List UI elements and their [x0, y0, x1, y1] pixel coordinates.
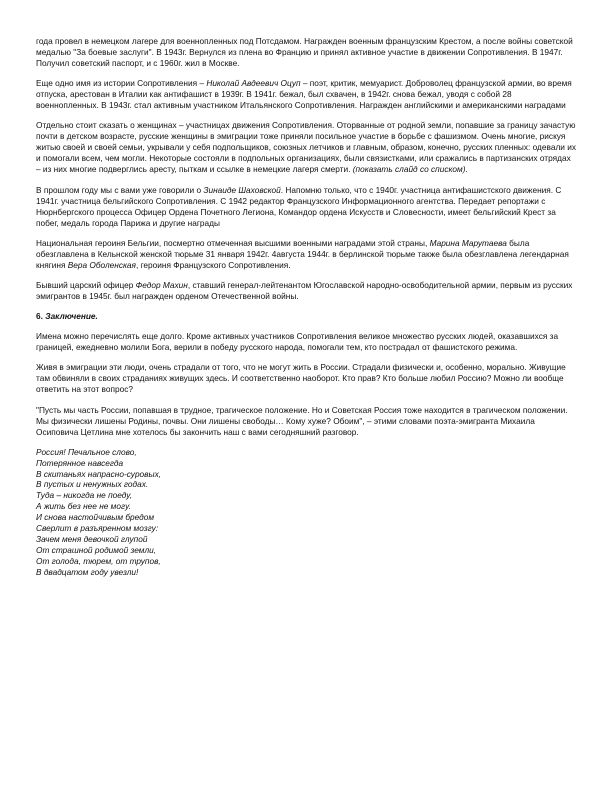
paragraph-text: года провел в немецком лагере для военнопленных под Потсдамом. Награжден военным французским Крестом, а после войны советской медалью "За боевые заслуги". В 1943г. Вернулся из плена во Францию и принял активное участие в движении Сопротивления. В 1947г. Получил советский паспорт, и с 1960г. жил в Москве.: [36, 36, 573, 68]
poem-line: Туда – никогда не поеду,: [36, 490, 133, 501]
paragraph-text: . Напомню только, что с 1940г. участница антифашистского движения. С 1941г. участница бельгийского Сопротивления. С 1942 редактор Французского Информационного агентства. Передает репортажи с Нюрнбергского процесса Офицер Ордена Почетного Легиона, Командор ордена Искусств и Словесности, имеет бельгийский Крест за побег, медаль города Парижа и другие награды: [36, 184, 562, 228]
poem-line: А жить без нее не могу.: [36, 501, 131, 512]
paragraph-p8: [36, 362, 576, 395]
poem-line: В пустых и ненужных годах.: [36, 479, 149, 490]
paragraph-text: Имена можно перечислять еще долго. Кроме активных участников Сопротивления великое множество русских людей, оказавшихся за границей, ежедневно молили Бога, верили в победу русского народа, помогали тем, кто пострадал от фашистского режима.: [36, 331, 559, 353]
paragraph-text: Бывший царский офицер: [36, 279, 136, 290]
body-text-after-heading: [36, 331, 576, 437]
paragraph-text: В прошлом году мы с вами уже говорили о: [36, 184, 204, 195]
paragraph-text: Отдельно стоит сказать о женщинах – участницах движения Сопротивления. Оторванные от родной земли, попавшие за границу зачастую почти в детском возрасте, русские женщины в эмиграции тоже приняли посильное участие в борьбе с фашизмом. Очень многие, рискуя житью своей и своей семьи, укрывали у себя подпольщиков, союзных летчиков и главным, образом, конечно, русских пленных: одевали их и помогали всем, чем могли. Некоторые состояли в подпольных организациях, были связистками, или сражались в партизанских отрядах – из них многие подверглись аресту, пыткам и ссылке в немецкие лагеря смерти.: [36, 120, 577, 175]
paragraph-p3: [36, 120, 576, 175]
poem-line: От страшной родимой земли,: [36, 544, 157, 555]
paragraph-text: Национальная героиня Бельгии, посмертно отмеченная высшими военными наградами этой страны,: [36, 237, 430, 248]
poem-line: От голода, тюрем, от трупов,: [36, 555, 161, 566]
poem-line: Потерянное навсегда: [36, 457, 124, 468]
emphasized-text: Федор Махин: [135, 279, 188, 290]
paragraph-text: "Пусть мы часть России, попавшая в трудное, трагическое положение. Но и Советская Россия тоже находится в трагическом положении. Мы физически лишены Родины, почвы. Они лишены свободы… Кому хуже? Обоим", – этими словами поэта-эмигранта Михаила Осиповича Цетлина мне хотелось бы закончить наш с вами сегодняшний разговор.: [36, 404, 568, 437]
paragraph-text: , ставший генерал-лейтенантом Югославской народно-освободительной армии, первым из русских эмигрантов в 1945г. был награжден орденом Отечественной войны.: [36, 279, 573, 301]
document-page: [36, 36, 576, 578]
poem-line: В двадцатом году увезли!: [36, 566, 139, 577]
emphasized-text: Николай Авдеевич Оцуп: [206, 78, 301, 89]
paragraph-text: была обезглавлена в Кельнской женской тюрьме 31 января 1942г. 4августа 1944г. в берлинской тюрьме также была обезглавлена легендарная княгиня: [36, 237, 569, 270]
paragraph-p6: [36, 280, 576, 302]
poem: [36, 447, 576, 578]
poem-line: В скитаньях напрасно-суровых,: [36, 468, 162, 479]
poem-line: Россия! Печальное слово,: [36, 446, 137, 457]
paragraph-text: , героиня Французского Сопротивления.: [135, 259, 291, 270]
paragraph-text: Живя в эмиграции эти люди, очень страдали от того, что не могут жить в России. Страдали физически и, особенно, морально. Живущие там обвиняли в своих страданиях живущих здесь. И соответственно наоборот. Кто прав? Кто больше любил Россию? Можно ли вообще ответить на этот вопрос?: [36, 362, 566, 395]
paragraph-text: Еще одно имя из истории Сопротивления –: [36, 78, 207, 89]
emphasized-text: Вера Оболенская: [67, 259, 136, 270]
paragraph-p4: [36, 185, 576, 229]
paragraph-p1: [36, 36, 576, 69]
body-text-before-heading: [36, 36, 576, 302]
poem-line: Зачем меня девочкой глупой: [36, 533, 148, 544]
paragraph-p7: [36, 331, 576, 353]
section-title: Заключение.: [45, 311, 98, 322]
poem-line: И снова настойчивым бредом: [36, 512, 155, 523]
section-number: 6.: [36, 311, 46, 322]
emphasized-text: (показать слайд со списком).: [352, 164, 468, 175]
paragraph-p5: [36, 238, 576, 271]
poem-line: Сверлит в разъяренном мозгу:: [36, 523, 159, 534]
section-heading: [36, 311, 576, 322]
paragraph-p2: [36, 78, 576, 111]
paragraph-p9: [36, 405, 576, 438]
paragraph-text: – поэт, критик, мемуарист. Доброволец французской армии, во время отпуска, арестован в Италии как антифашист в 1939г. В 1941г. бежал, был схвачен, в 1942г. снова бежал, уводя с собой 28 военнопленных. В 1943г. стал активным участником Итальянского Сопротивления. Награжден английскими и американскими наградами: [36, 78, 572, 111]
emphasized-text: Марина Марутаева: [429, 237, 507, 248]
emphasized-text: Зинаиде Шаховской: [203, 184, 281, 195]
